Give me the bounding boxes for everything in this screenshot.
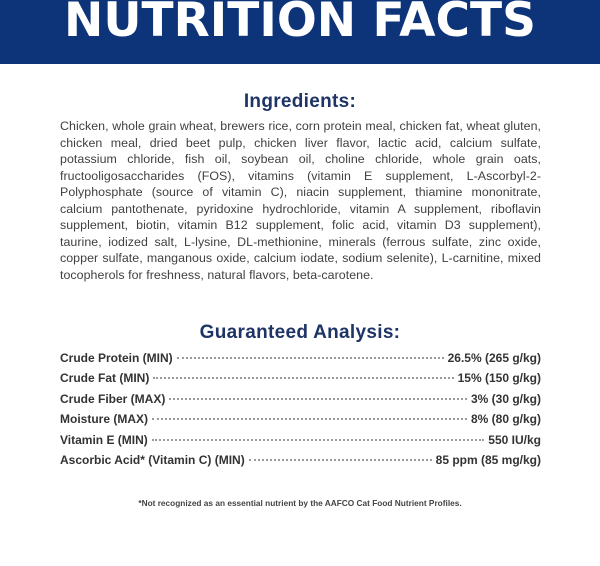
guaranteed-analysis-heading: Guaranteed Analysis: [199,322,401,343]
ga-row-crude-fat [60,371,541,391]
ga-row-ascorbic-acid [60,453,541,473]
ga-row-crude-protein [60,351,541,371]
ga-row-moisture [60,412,541,432]
title-banner [0,0,600,64]
ingredients-text: Chicken, whole grain wheat, brewers rice, corn protein meal, chicken fat, wheat gluten, chicken meal, dried beet pulp, chicken liver flavor, lactic acid, calcium sulfate, potassium chloride, fish oil, soybean oil, choline chloride, whole grain oats, fructooligosaccharides (FOS), vitamins (vitamin E supplement, L-Ascorbyl-2-Polyphosphate (source of vitamin C), niacin supplement, thiamine mononitrate, calcium pantothenate, pyridoxine hydrochloride, vitamin A supplement, riboflavin supplement, biotin, vitamin B12 supplement, folic acid, vitamin D3 supplement), taurine, iodized salt, L-lysine, DL-methionine, minerals (ferrous sulfate, zinc oxide, copper sulfate, manganous oxide, calcium iodate, sodium selenite), L-carnitine, mixed tocopherols for freshness, natural flavors, beta-carotene. [60,119,541,282]
ga-value: 8% (80 g/kg) [470,412,541,427]
ga-label: Crude Protein (MIN) [60,351,173,365]
page-title: NUTRITION FACTS [64,0,536,48]
ga-label: Crude Fiber (MAX) [60,391,166,406]
ingredients-heading: Ingredients: [243,91,357,112]
ga-row-crude-fiber [60,392,541,412]
dot-leader [177,357,444,359]
ga-label: Moisture (MAX) [60,412,148,427]
guaranteed-analysis-table [60,351,541,473]
ga-value: 15% (150 g/kg) [457,371,541,386]
ga-value: 26.5% (265 g/kg) [447,351,541,365]
ga-value: 550 IU/kg [488,432,541,447]
ga-value: 3% (30 g/kg) [470,391,541,406]
dot-leader [249,459,432,461]
ga-label: Vitamin E (MIN) [60,432,148,447]
dot-leader [169,398,467,400]
ga-label: Ascorbic Acid* (Vitamin C) (MIN) [60,452,245,467]
ga-label: Crude Fat (MIN) [60,371,150,386]
dot-leader [152,418,467,420]
dot-leader [152,439,485,441]
ga-row-vitamin-e [60,433,541,453]
dot-leader [153,377,453,379]
footnote: *Not recognized as an essential nutrient by the AAFCO Cat Food Nutrient Profiles. [138,498,462,508]
ga-value: 85 ppm (85 mg/kg) [435,452,541,467]
